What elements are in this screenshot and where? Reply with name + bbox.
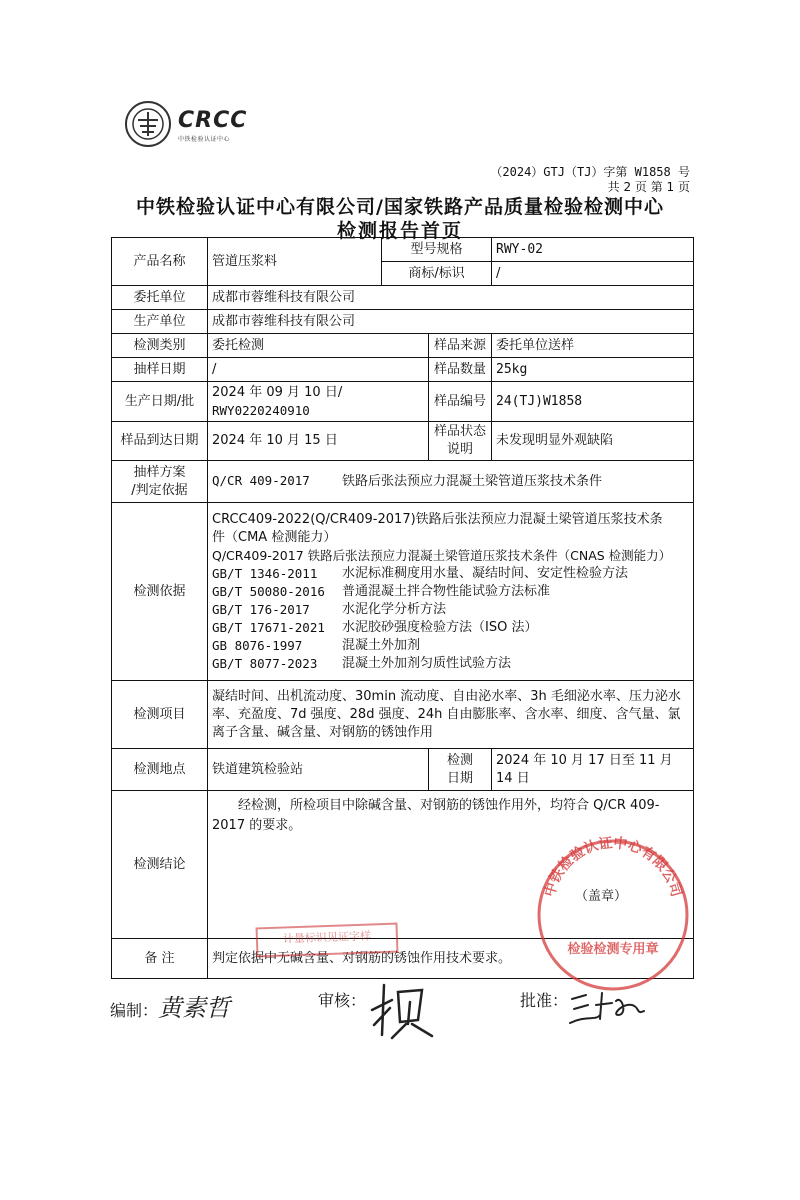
- sampling-plan-label-line1: 抽样方案: [133, 464, 186, 480]
- report-number: （2024）GTJ（TJ）字第 W1858 号: [490, 165, 690, 179]
- reviewer-handwriting: [362, 980, 442, 1040]
- arrival-date-label: 样品到达日期: [112, 422, 208, 461]
- prod-date-line1: 2024 年 09 月 10 日/: [212, 384, 343, 400]
- standard-code: GB/T 8077-2023: [212, 655, 318, 671]
- sample-no-label: 样品编号: [429, 382, 492, 422]
- producer-label: 生产单位: [112, 310, 208, 334]
- report-subtitle: 检测报告首页: [336, 220, 463, 242]
- sample-state-label: 样品状态说明: [429, 422, 492, 461]
- sampling-plan-code: Q/CR 409-2017: [212, 473, 310, 488]
- sampling-plan-text: 铁路后张法预应力混凝土梁管道压浆技术条件: [342, 474, 603, 489]
- official-seal: [533, 835, 693, 995]
- test-date-label-line2: 日期: [447, 770, 474, 786]
- sampling-date-value: /: [208, 358, 429, 382]
- report-title: 中铁检验认证中心有限公司/国家铁路产品质量检验检测中心: [136, 196, 664, 218]
- arrival-date-value: 2024 年 10 月 15 日: [208, 422, 429, 461]
- sampling-plan-label-line2: /判定依据: [131, 482, 188, 498]
- items-label: 检测项目: [112, 681, 208, 749]
- seal-outer-text: 中铁检验认证中心有限公司: [541, 835, 685, 899]
- standard-name: 水泥化学分析方法: [342, 601, 447, 617]
- editor-name: 黄素哲: [158, 994, 231, 1022]
- page-info: 共 2 页 第 1 页: [607, 180, 690, 194]
- conclusion-text: 经检测，所检项目中除碱含量、对钢筋的锈蚀作用外，均符合 Q/CR 409-2017 的要求。: [212, 798, 660, 833]
- test-date-label-line1: 检测: [447, 752, 474, 768]
- conclusion-label: 检测结论: [112, 791, 208, 939]
- seal-inner-text: 检验检测专用章: [567, 942, 659, 957]
- sampling-plan-value: [208, 461, 694, 503]
- remark-label: 备 注: [112, 939, 208, 979]
- standard-name: 混凝土外加剂: [342, 637, 421, 653]
- brand-name: CRCC: [178, 108, 248, 133]
- standard-name: 水泥标准稠度用水量、凝结时间、安定性检验方法: [342, 565, 629, 581]
- standard-code: GB/T 17671-2021: [212, 619, 325, 635]
- standard-name: 混凝土外加剂匀质性试验方法: [342, 655, 512, 671]
- product-name-value: 管道压浆料: [208, 238, 382, 286]
- remark-value: 判定依据中无碱含量、对钢筋的锈蚀作用技术要求。: [208, 939, 694, 979]
- reviewer-signature: [318, 988, 366, 1011]
- test-type-label: 检测类别: [112, 334, 208, 358]
- brand: [178, 108, 247, 143]
- sample-state-value: 未发现明显外观缺陷: [492, 422, 694, 461]
- seal-note: （盖章）: [575, 889, 628, 904]
- sample-qty-label: 样品数量: [429, 358, 492, 382]
- standard-code: GB/T 50080-2016: [212, 583, 325, 599]
- product-name-label: 产品名称: [112, 238, 208, 286]
- sampling-date-label: 抽样日期: [112, 358, 208, 382]
- sampling-plan-label: [112, 461, 208, 503]
- approver-handwriting: [566, 985, 656, 1027]
- standard-item: [212, 637, 689, 655]
- location-label: 检测地点: [112, 749, 208, 791]
- sample-qty-value: 25kg: [492, 358, 694, 382]
- standard-item: [212, 601, 689, 619]
- basis-line2: 件（CMA 检测能力）: [212, 529, 337, 545]
- reviewer-label: 审核：: [318, 991, 367, 1010]
- basis-value: [208, 503, 694, 681]
- standard-item: [212, 655, 689, 673]
- standard-item: [212, 583, 689, 601]
- approver-signature: [520, 988, 568, 1011]
- witness-stamp: 计量标识见证字样: [256, 923, 399, 958]
- basis-line1: CRCC409-2022(Q/CR409-2017)铁路后张法预应力混凝土梁管道压浆技术条: [212, 511, 663, 527]
- client-label: 委托单位: [112, 286, 208, 310]
- editor-signature: [110, 988, 230, 1023]
- prod-batch: RWY0220240910: [212, 402, 310, 418]
- standard-item: [212, 619, 689, 637]
- standard-name: 普通混凝土拌合物性能试验方法标准: [342, 583, 551, 599]
- standard-code: GB/T 1346-2011: [212, 565, 318, 581]
- approver-label: 批准：: [520, 991, 569, 1010]
- brand-subtext: 中铁检验认证中心: [178, 136, 231, 143]
- location-value: 铁道建筑检验站: [208, 749, 429, 791]
- prod-date-value: [208, 382, 429, 422]
- model-value: RWY-02: [492, 238, 694, 262]
- producer-value: 成都市蓉维科技有限公司: [208, 310, 694, 334]
- trademark-value: /: [492, 262, 694, 286]
- standard-code: GB 8076-1997: [212, 637, 303, 653]
- sample-no-value: 24(TJ)W1858: [492, 382, 694, 422]
- basis-label: 检测依据: [112, 503, 208, 681]
- standard-name: 水泥胶砂强度检验方法（ISO 法）: [342, 619, 538, 635]
- test-type-value: 委托检测: [208, 334, 429, 358]
- prod-date-label: 生产日期/批: [112, 382, 208, 422]
- standard-item: [212, 565, 689, 583]
- sample-source-label: 样品来源: [429, 334, 492, 358]
- trademark-label: 商标/标识: [382, 262, 492, 286]
- crcc-seal-logo: [124, 100, 172, 148]
- test-date-value: 2024 年 10 月 17 日至 11 月 14 日: [492, 749, 694, 791]
- test-date-label: [429, 749, 492, 791]
- model-label: 型号规格: [382, 238, 492, 262]
- standard-code: GB/T 176-2017: [212, 601, 310, 617]
- items-value: 凝结时间、出机流动度、30min 流动度、自由泌水率、3h 毛细泌水率、压力泌水率、充盈度、7d 强度、28d 强度、24h 自由膨胀率、含水率、细度、含气量、氯离子含量、碱含量、对钢筋的锈蚀作用: [208, 681, 694, 749]
- editor-label: 编制：: [110, 1001, 159, 1020]
- sample-source-value: 委托单位送样: [492, 334, 694, 358]
- basis-line3: Q/CR409-2017 铁路后张法预应力混凝土梁管道压浆技术条件（CNAS 检测能力）: [212, 547, 672, 563]
- client-value: 成都市蓉维科技有限公司: [208, 286, 694, 310]
